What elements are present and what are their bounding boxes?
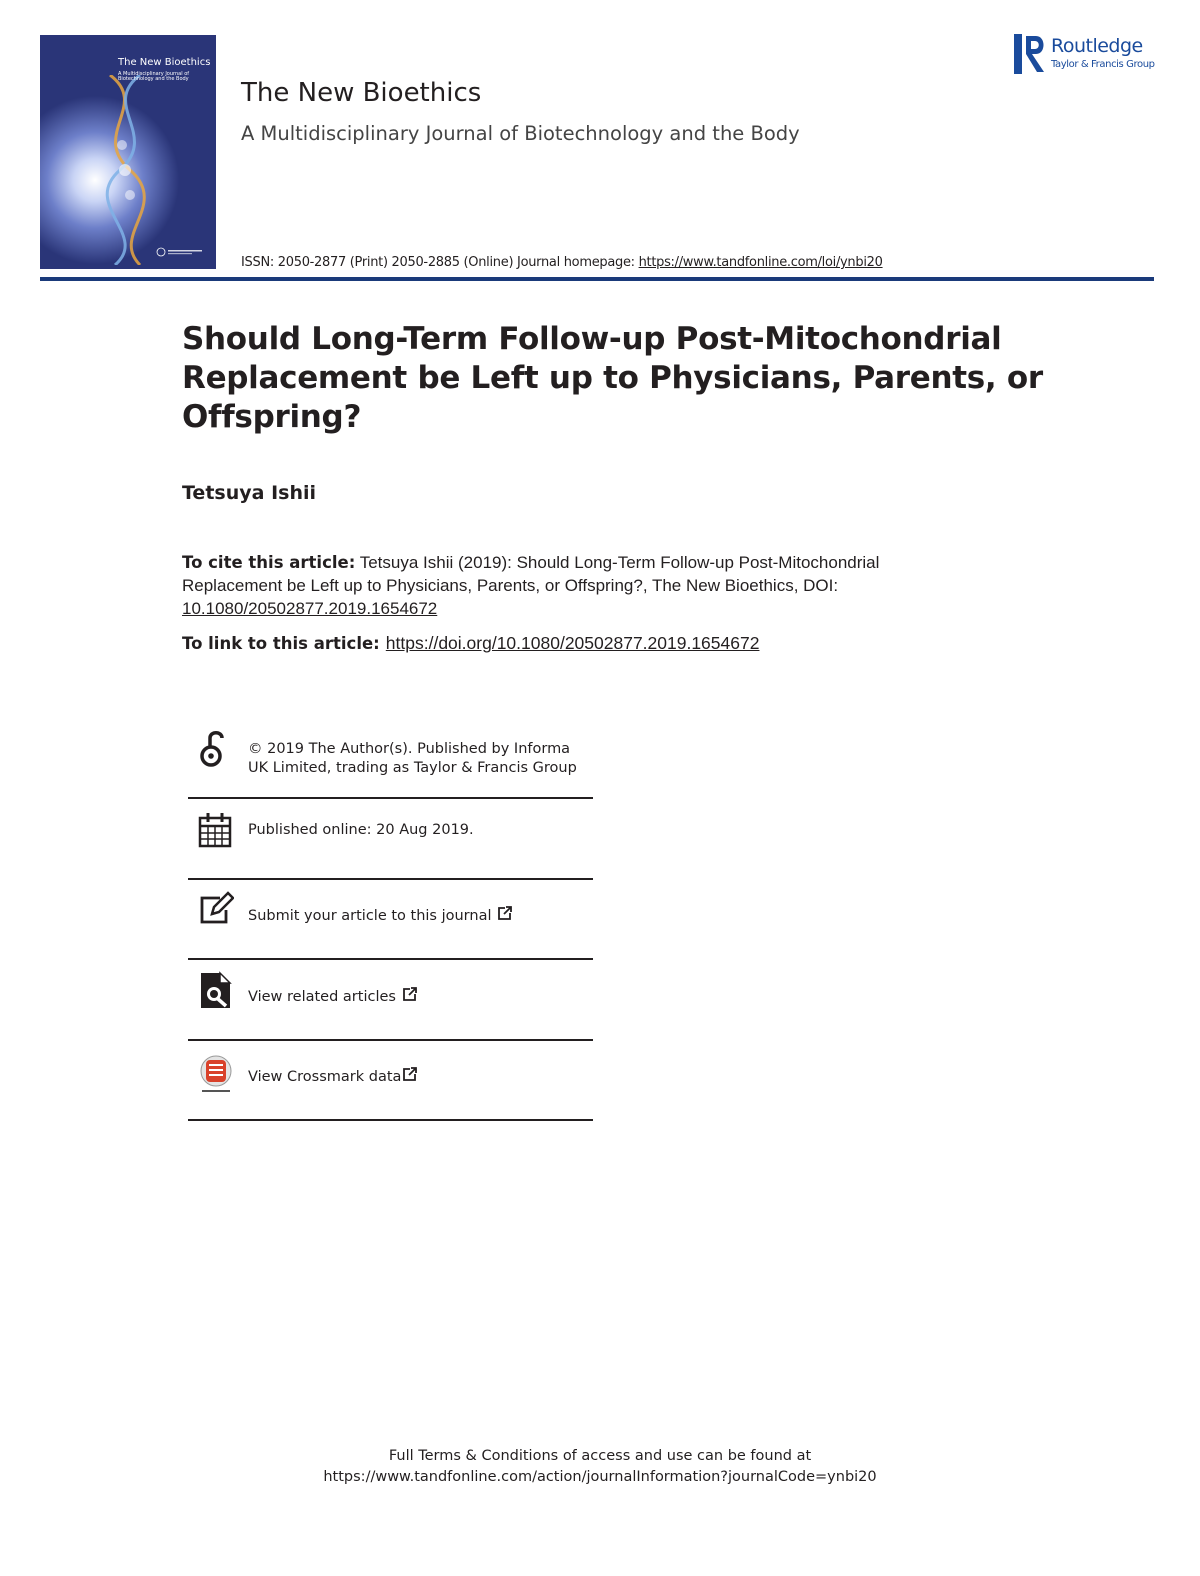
cover-subtitle: A Multidisciplinary Journal of Biotechnology and the Body — [118, 70, 190, 83]
info-divider — [188, 958, 593, 960]
edit-icon — [198, 890, 234, 930]
external-link-icon — [497, 905, 513, 921]
routledge-logo[interactable] — [1014, 34, 1164, 74]
publisher-group: Taylor & Francis Group — [1051, 59, 1155, 70]
open-access-item — [188, 728, 593, 798]
footer-terms-text: Full Terms & Conditions of access and use can be found at — [388, 1448, 812, 1464]
open-access-icon — [198, 728, 234, 768]
journal-cover-image — [40, 35, 216, 269]
footer-terms-url[interactable]: https://www.tandfonline.com/action/journalInformation?journalCode=ynbi20 — [323, 1469, 877, 1485]
cover-publisher-logo — [156, 247, 204, 257]
citation-block — [182, 551, 972, 620]
submit-article-item[interactable] — [188, 890, 593, 960]
article-author: Tetsuya Ishii — [182, 482, 316, 504]
info-divider — [188, 797, 593, 799]
article-doi-url[interactable]: https://doi.org/10.1080/20502877.2019.1654672 — [385, 633, 760, 653]
document-search-icon — [198, 970, 234, 1010]
journal-subtitle: A Multidisciplinary Journal of Biotechnology and the Body — [241, 122, 800, 145]
crossmark-link[interactable]: View Crossmark data — [248, 1069, 402, 1085]
external-link-icon — [402, 1066, 418, 1082]
crossmark-item[interactable] — [188, 1052, 593, 1122]
related-articles-link[interactable]: View related articles — [248, 989, 396, 1005]
published-online-text: Published online: 20 Aug 2019. — [248, 822, 474, 838]
issn-text: ISSN: 2050-2877 (Print) 2050-2885 (Online) Journal homepage: — [241, 255, 639, 270]
crossmark-icon — [198, 1054, 234, 1094]
issn-line — [241, 255, 883, 270]
header-divider — [40, 277, 1154, 281]
related-articles-item[interactable] — [188, 970, 593, 1040]
cite-text: Tetsuya Ishii (2019): Should Long-Term Follow-up Post-Mitochondrial Replacement be Left up to Physicians, Parents, or Offspring?, The New Bioethics, DOI: — [182, 553, 880, 595]
publisher-name: Routledge — [1051, 35, 1143, 57]
dna-helix-graphic — [100, 75, 160, 265]
published-online-item — [188, 810, 593, 880]
journal-homepage-link[interactable]: https://www.tandfonline.com/loi/ynbi20 — [638, 255, 883, 270]
copyright-text: © 2019 The Author(s). Published by Informa UK Limited, trading as Taylor & Francis Group — [248, 741, 577, 776]
routledge-r-icon — [1014, 34, 1046, 74]
cite-doi-link[interactable]: 10.1080/20502877.2019.1654672 — [182, 599, 438, 618]
link-label: To link to this article: — [182, 634, 380, 653]
calendar-icon — [198, 810, 234, 850]
submit-article-link[interactable]: Submit your article to this journal — [248, 908, 492, 924]
info-divider — [188, 878, 593, 880]
cite-label: To cite this article: — [182, 553, 356, 572]
footer — [0, 1446, 1200, 1488]
journal-title: The New Bioethics — [241, 78, 482, 108]
external-link-icon — [402, 986, 418, 1002]
cover-title: The New Bioethics — [118, 57, 211, 68]
article-link-block — [182, 633, 759, 654]
info-divider — [188, 1039, 593, 1041]
article-title: Should Long-Term Follow-up Post-Mitochondrial Replacement be Left up to Physicians, Parents, or Offspring? — [182, 321, 1043, 435]
info-divider — [188, 1119, 593, 1121]
